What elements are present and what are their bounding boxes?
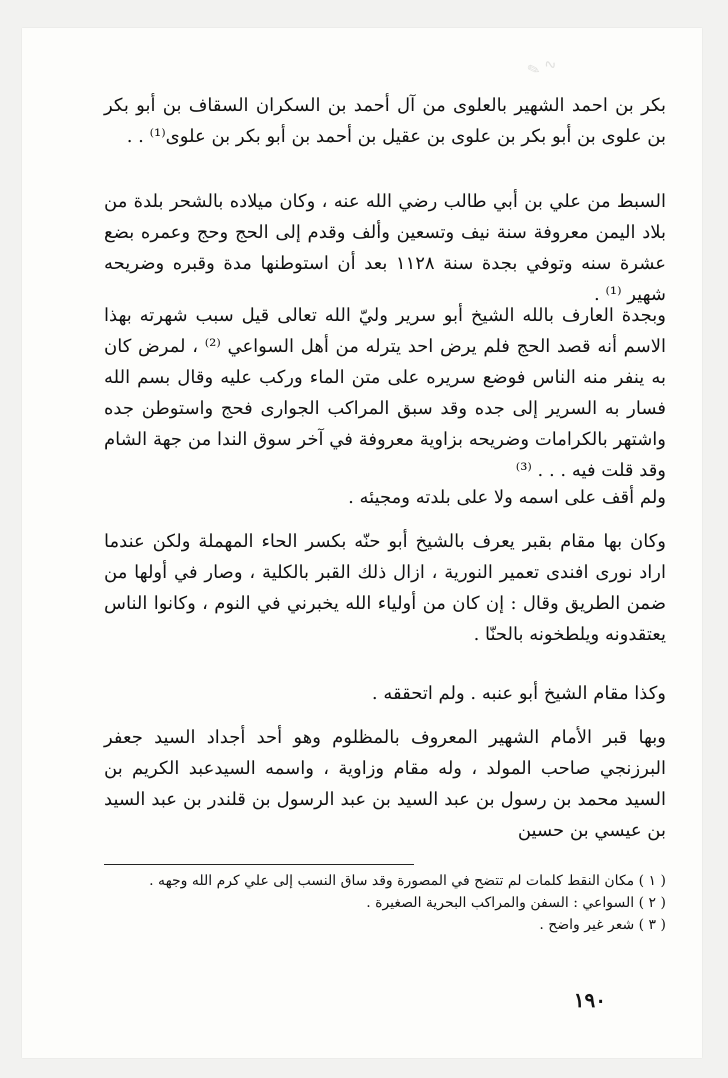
paragraph-5: وكان بها مقام بقبر يعرف بالشيخ أبو حنّه بكسر الحاء المهملة ولكن عندما اراد نورى افندى تعمير النورية ، ازال ذلك القبر بالكلية ، وصار في أولها من ضمن الطريق وقال : إن كان من أولياء الله يخبرني في النوم ، وكانوا الناس يعتقدونه ويلطخونه بالحنّا . [104,531,666,645]
paragraph-4: ولم أقف على اسمه ولا على بلدته ومجيئه . [348,487,666,508]
paragraph-7: وبها قبر الأمام الشهير المعروف بالمظلوم وهو أحد أجداد السيد جعفر البرزنجي صاحب المولد ، وله مقام وزاوية ، واسمه السيدعبد الكريم بن السيد محمد بن رسول بن عبد السيد بن عبد الرسول بن قلندر بن عبد السيد بن عيسي بن حسين [104,727,666,841]
book-page [22,28,702,1058]
page-number: ١٩٠ [573,988,606,1012]
paragraph-2: السبط من علي بن أبي طالب رضي الله عنه ، وكان ميلاده بالشحر بلدة من بلاد اليمن معروفة سنة نيف وتسعين وألف وقدم إلى الحج وحج وعمره بضع عشرة سنه وتوفي بجدة سنة ١١٢٨ بعد أن استوطنها مدة وقبره وضريحه شهير ⁽¹⁾ . [104,191,667,305]
footnotes [104,870,666,950]
faint-corner-mark: ✎ ∿ [524,53,559,81]
paragraph-6: وكذا مقام الشيخ أبو عنبه . ولم اتحققه . [371,683,666,704]
footnote-divider [104,864,414,865]
paragraph-3: وبجدة العارف بالله الشيخ أبو سرير وليّ الله تعالى قيل سبب شهرته بهذا الاسم أنه قصد الحج فلم يرض احد يترله من أهل السواعي ⁽²⁾ ، لمرض كان به ينفر منه الناس فوضع سريره على متن الماء وركب عليه وقال بسم الله فسار به السرير إلى جده وقد سبق المراكب الجوارى فحج واستوطن جده واشتهر بالكرامات وضريحه بزاوية معروفة في آخر سوق الندا من جهة الشام وقد قلت فيه . . . ⁽³⁾ [104,305,666,481]
footnote-1: ( ١ ) مكان النقط كلمات لم تتضح في المصورة وقد ساق النسب إلى علي كرم الله وجهه . [149,873,666,889]
main-text [104,90,666,850]
footnote-3: ( ٣ ) شعر غير واضح . [539,917,666,933]
footnote-2: ( ٢ ) السواعي : السفن والمراكب البحرية الصغيرة . [366,895,666,911]
paragraph-1: بكر بن احمد الشهير بالعلوى من آل أحمد بن السكران السقاف بن أبو بكر بن علوى بن أبو بكر بن علوى بن عقيل بن أحمد بن أبو بكر بن علوى⁽¹⁾ . . [104,95,666,147]
